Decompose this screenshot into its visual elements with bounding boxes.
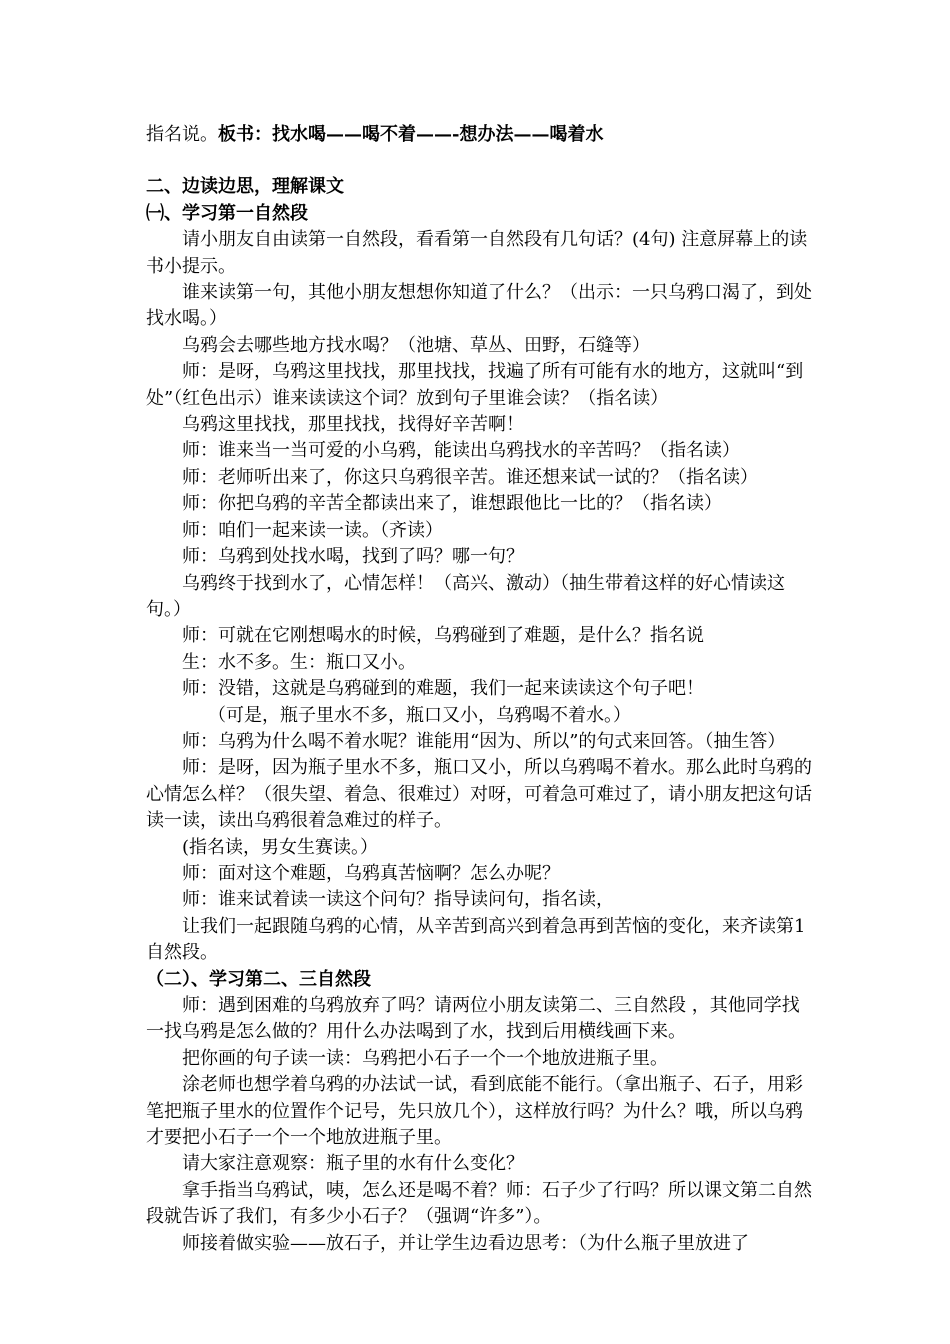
paragraph: 师：没错，这就是乌鸦碰到的难题，我们一起来读读这个句子吧！ [182,678,704,700]
paragraph: (指名读，男女生赛读。） [182,836,379,858]
paragraph: 乌鸦这里找找，那里找找，找得好辛苦啊！ [182,414,524,436]
paragraph: 师：你把乌鸦的辛苦全都读出来了，谁想跟他比一比的？（指名读） [182,493,722,515]
paragraph: 涂老师也想学着乌鸦的办法试一试，看到底能不能行。（拿出瓶子、石子，用彩笔把瓶子里水的位置作个记号，先只放几个），这样放行吗？为什么？哦，所以乌鸦才要把小石子一个一个地放进瓶子里。 [146,1074,803,1149]
paragraph: 拿手指当乌鸦试，咦，怎么还是喝不着？师：石子少了行吗？所以课文第二自然段就告诉了我们，有多少小石子？（强调“许多”）。 [146,1179,812,1228]
paragraph: 师：乌鸦为什么喝不着水呢？谁能用“因为、所以”的句式来回答。（抽生答） [182,730,786,752]
document-page [146,122,814,1257]
paragraph: 请小朋友自由读第一自然段，看看第一自然段有几句话？(4句) 注意屏幕上的读书小提示。 [146,229,808,277]
paragraph: 师：乌鸦到处找水喝，找到了吗？哪一句？ [182,546,524,568]
part2-heading: （二）、学习第二、三自然段 [146,968,371,990]
paragraph: 生：水不多。生：瓶口又小。 [182,651,416,673]
paragraph: 让我们一起跟随乌鸦的心情，从辛苦到高兴到着急再到苦恼的变化，来齐读第1自然段。 [146,915,806,964]
paragraph: 把你画的句子读一读：乌鸦把小石子一个一个地放进瓶子里。 [182,1047,668,1069]
intro-line [146,122,814,148]
paragraph: 师：遇到困难的乌鸦放弃了吗？请两位小朋友读第二、三自然段 ，其他同学找一找乌鸦是怎么做的？用什么办法喝到了水，找到后用横线画下来。 [146,995,800,1043]
paragraph: 师接着做实验——放石子，并让学生边看边思考：（为什么瓶子里放进了 [182,1232,749,1254]
spacer [146,148,814,174]
paragraph: 请大家注意观察：瓶子里的水有什么变化？ [182,1153,524,1175]
paragraph: 师：是呀，乌鸦这里找找，那里找找，找遍了所有可能有水的地方，这就叫“到处”（红色出示）谁来读读这个词？放到句子里谁会读？（指名读） [146,361,804,409]
paragraph: 乌鸦终于找到水了，心情怎样！（高兴、激动）（抽生带着这样的好心情读这句。） [146,572,785,620]
paragraph: 师：可就在它刚想喝水的时候，乌鸦碰到了难题，是什么？指名说 [182,625,704,647]
part1-heading: ㈠、学习第一自然段 [146,202,308,224]
blackboard-note: 板书：找水喝——喝不着——-想办法——喝着水 [218,124,604,145]
quoted-sentence: （可是，瓶子里水不多，瓶口又小，乌鸦喝不着水。） [208,704,631,726]
paragraph: 师：谁来当一当可爱的小乌鸦，能读出乌鸦找水的辛苦吗？（指名读） [182,440,740,462]
paragraph: 师：老师听出来了，你这只乌鸦很辛苦。谁还想来试一试的？（指名读） [182,466,758,488]
paragraph: 乌鸦会去哪些地方找水喝？（池塘、草丛、田野，石缝等） [182,334,650,356]
paragraph: 师：面对这个难题，乌鸦真苦恼啊？怎么办呢？ [182,862,560,884]
section-heading: 二、边读边思，理解课文 [146,176,344,198]
paragraph: 师：咱们一起来读一读。（齐读） [182,519,443,541]
paragraph: 谁来读第一句，其他小朋友想想你知道了什么？（出示：一只乌鸦口渴了，到处找水喝。） [146,282,812,330]
intro-prefix: 指名说。 [146,124,218,145]
paragraph: 师：是呀，因为瓶子里水不多，瓶口又小，所以乌鸦喝不着水。那么此时乌鸦的心情怎么样？（很失望、着急、很难过）对呀，可着急可难过了，请小朋友把这句话读一读，读出乌鸦很着急难过的样子。 [146,757,812,832]
paragraph: 师：谁来试着读一读这个问句？指导读问句，指名读， [182,889,614,911]
